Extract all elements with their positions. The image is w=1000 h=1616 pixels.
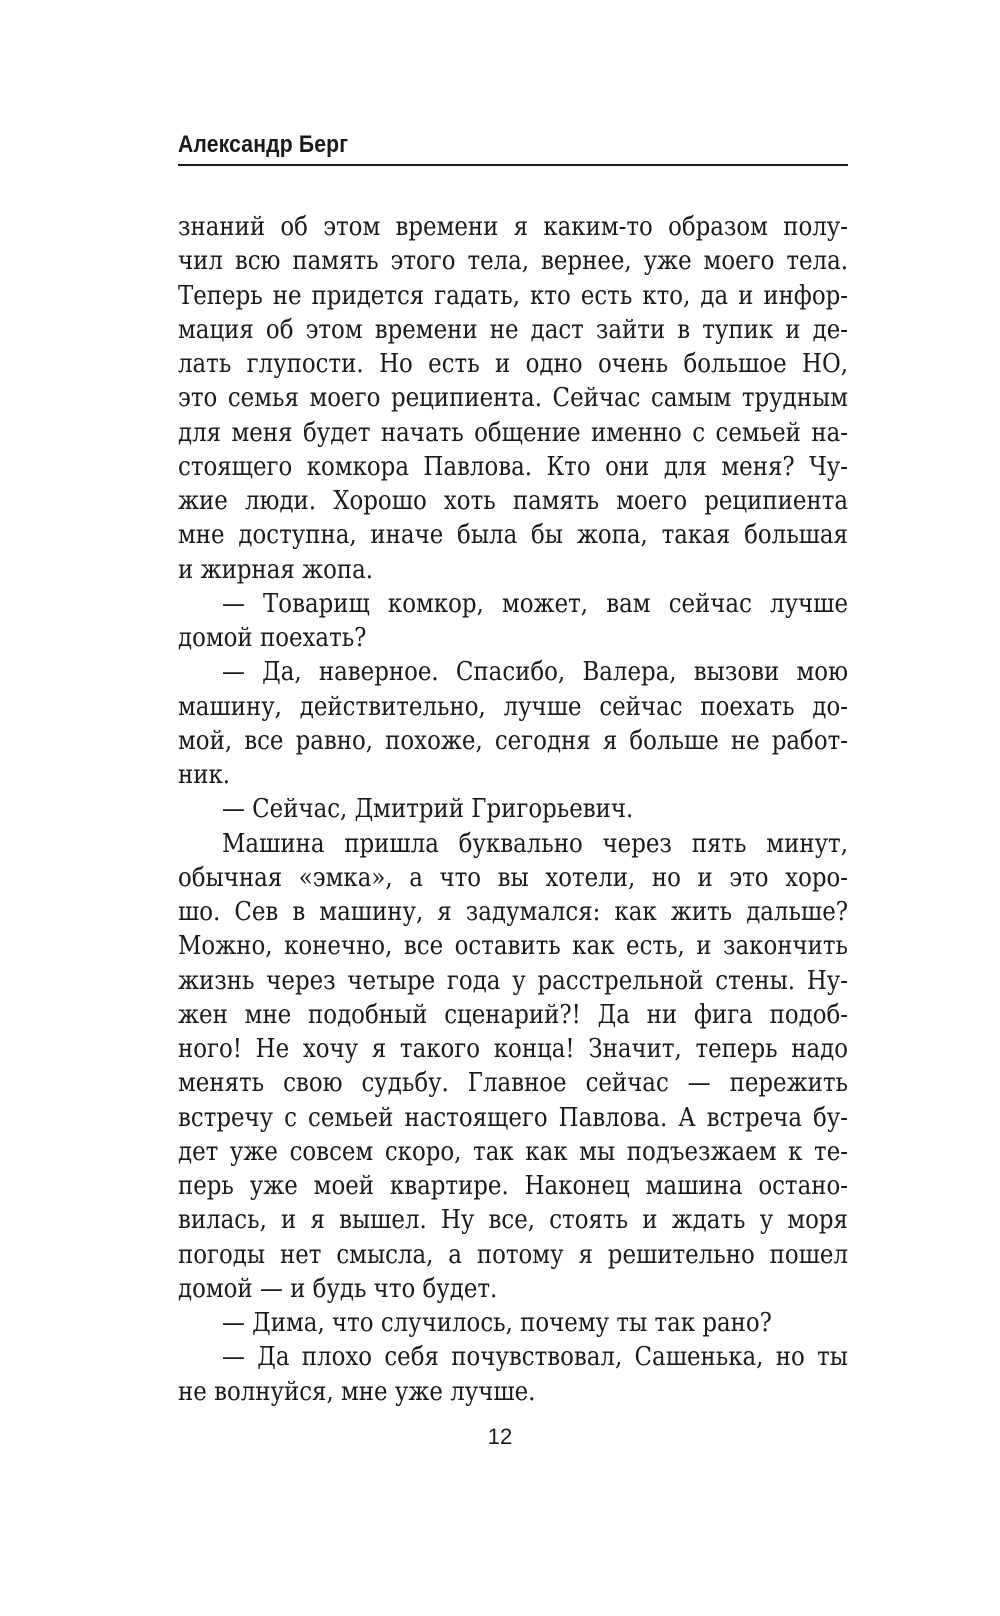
text-line xyxy=(178,313,848,347)
text-line xyxy=(178,347,848,381)
text-line xyxy=(178,1135,848,1169)
text-line-content: Теперь не придется гадать, кто есть кто, да и инфор- xyxy=(178,280,848,311)
text-line-content: это семья моего реципиента. Сейчас самым трудным xyxy=(178,383,848,414)
text-line-content: — Дима, что случилось, почему ты так рано? xyxy=(222,1308,772,1338)
text-line-content: мне доступна, иначе была бы жопа, такая большая xyxy=(178,520,848,551)
body-text xyxy=(178,210,848,1409)
text-line xyxy=(178,655,848,689)
text-line-content: стоящего комкора Павлова. Кто они для меня? Чу- xyxy=(178,451,848,482)
text-line xyxy=(178,587,848,621)
text-line-content: встречу с семьей настоящего Павлова. А встреча бу- xyxy=(178,1102,848,1133)
text-line-content: — Да плохо себя почувствовал, Сашенька, но ты xyxy=(222,1342,848,1373)
text-line xyxy=(178,964,848,998)
text-line-content: и жирная жопа. xyxy=(178,554,374,585)
running-header xyxy=(178,128,848,166)
page-number: 12 xyxy=(487,1424,513,1449)
text-line-content: перь уже моей квартире. Наконец машина остано- xyxy=(178,1171,848,1201)
text-line xyxy=(178,484,848,518)
text-line-content: лать глупости. Но есть и одно очень большое НО, xyxy=(178,349,848,379)
text-line-content: дет уже совсем скоро, так как мы подъезжаем к те- xyxy=(178,1136,848,1167)
text-line xyxy=(178,1032,848,1066)
text-line-content: Можно, конечно, все оставить как есть, и закончить xyxy=(178,931,848,962)
text-line-content: — Сейчас, Дмитрий Григорьевич. xyxy=(222,794,634,825)
text-line xyxy=(178,621,848,655)
text-line xyxy=(178,416,848,450)
text-line xyxy=(178,450,848,484)
text-line xyxy=(178,553,848,587)
text-line xyxy=(178,1169,848,1203)
text-line-content: вилась, и я вышел. Ну все, стоять и ждать у моря xyxy=(178,1205,848,1236)
text-line xyxy=(178,518,848,552)
text-line-content: для меня будет начать общение именно с семьей на- xyxy=(178,417,848,448)
text-line-content: погоды нет смысла, а потому я решительно пошел xyxy=(178,1239,848,1270)
text-line-content: чил всю память этого тела, вернее, уже моего тела. xyxy=(178,246,848,277)
text-line-content: — Товарищ комкор, может, вам сейчас лучше xyxy=(222,588,848,619)
text-line-content: обычная «эмка», а что вы хотели, но и это хоро- xyxy=(178,862,848,893)
text-line-content: менять свою судьбу. Главное сейчас — пережить xyxy=(178,1068,848,1099)
author-name: Александр Берг xyxy=(178,131,349,158)
text-line xyxy=(178,998,848,1032)
text-line xyxy=(178,1375,848,1409)
text-line-content: мой, все равно, похоже, сегодня я больше не работ- xyxy=(178,725,848,756)
text-line xyxy=(178,724,848,758)
text-line xyxy=(178,895,848,929)
text-line-content: мация об этом времени не даст зайти в тупик и де- xyxy=(178,314,848,345)
text-line-content: жен мне подобный сценарий?! Да ни фига подоб- xyxy=(178,999,848,1030)
text-line xyxy=(178,381,848,415)
text-line-content: жие люди. Хорошо хоть память моего реципиента xyxy=(178,486,848,516)
text-line-content: домой — и будь что будет. xyxy=(178,1273,498,1304)
text-line xyxy=(178,210,848,244)
text-line xyxy=(178,1203,848,1237)
text-line-content: ник. xyxy=(178,760,231,790)
text-line-content: домой поехать? xyxy=(178,623,367,653)
text-line xyxy=(178,690,848,724)
text-line-content: жизнь через четыре года у расстрельной стены. Ну- xyxy=(178,965,848,996)
text-line xyxy=(178,244,848,278)
text-line-content: не волнуйся, мне уже лучше. xyxy=(178,1376,536,1407)
text-line-content: Машина пришла буквально через пять минут, xyxy=(222,828,848,859)
text-line xyxy=(178,1101,848,1135)
text-line xyxy=(178,1238,848,1272)
text-line xyxy=(178,1340,848,1374)
text-line xyxy=(178,792,848,826)
text-line xyxy=(178,861,848,895)
text-line xyxy=(178,1306,848,1340)
text-line-content: машину, действительно, лучше сейчас поехать до- xyxy=(178,691,848,722)
text-line xyxy=(178,827,848,861)
text-line xyxy=(178,1272,848,1306)
text-line-content: шо. Сев в машину, я задумался: как жить дальше? xyxy=(178,897,848,927)
text-line-content: знаний об этом времени я каким-то образом полу- xyxy=(178,212,848,242)
text-line xyxy=(178,1066,848,1100)
text-line xyxy=(178,279,848,313)
text-line xyxy=(178,929,848,963)
text-line xyxy=(178,758,848,792)
text-line-content: — Да, наверное. Спасибо, Валера, вызови мою xyxy=(222,657,848,688)
text-line-content: ного! Не хочу я такого конца! Значит, теперь надо xyxy=(178,1034,848,1064)
